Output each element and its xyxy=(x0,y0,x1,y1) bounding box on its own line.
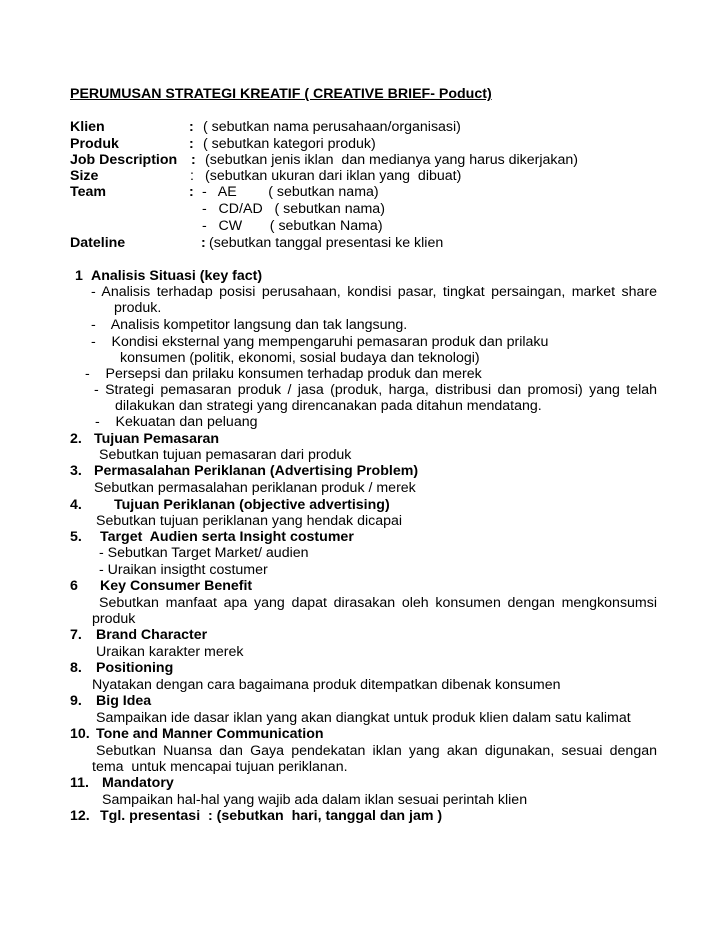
field-label-dateline: Dateline xyxy=(70,235,126,251)
field-value-job-description: (sebutkan jenis iklan dan medianya yang harus dikerjakan) xyxy=(205,152,579,168)
section-body: Nyatakan dengan cara bagaimana produk ditempatkan dibenak konsumen xyxy=(92,677,561,693)
team-member-ae: - AE ( sebutkan nama) xyxy=(202,184,379,200)
section-body: - Uraikan insigtht costumer xyxy=(99,562,268,578)
team-member-cd-ad: - CD/AD ( sebutkan nama) xyxy=(202,201,385,217)
list-item-continuation: produk. xyxy=(114,300,162,316)
field-sep: : xyxy=(191,152,196,168)
section-heading-tone-and-manner: Tone and Manner Communication xyxy=(96,726,324,742)
section-body: Sebutkan manfaat apa yang dapat dirasakan oleh konsumen dengan mengkonsumsi xyxy=(99,595,657,611)
section-number: 1 xyxy=(75,268,83,284)
section-number: 6 xyxy=(70,578,78,594)
section-body: Sebutkan tujuan pemasaran dari produk xyxy=(99,447,352,463)
field-sep: : xyxy=(201,235,206,251)
section-heading-tgl-presentasi: Tgl. presentasi : (sebutkan hari, tanggal dan jam ) xyxy=(100,808,443,824)
section-heading-mandatory: Mandatory xyxy=(102,775,174,791)
section-heading-brand-character: Brand Character xyxy=(96,627,208,643)
section-heading-permasalahan-periklanan: Permasalahan Periklanan (Advertising Problem) xyxy=(94,463,419,479)
list-item-continuation: dilakukan dan strategi yang direncanakan pada ditahun mendatang. xyxy=(115,398,542,414)
field-value-size: (sebutkan ukuran dari iklan yang dibuat) xyxy=(205,168,462,184)
field-value-klien: ( sebutkan nama perusahaan/organisasi) xyxy=(203,119,461,135)
field-sep: : xyxy=(189,184,194,200)
section-number: 10. xyxy=(70,726,90,742)
list-item: - Analisis kompetitor langsung dan tak langsung. xyxy=(91,317,408,333)
field-label-produk: Produk xyxy=(70,136,119,152)
section-heading-big-idea: Big Idea xyxy=(96,693,152,709)
section-heading-target-audien: Target Audien serta Insight costumer xyxy=(100,529,354,545)
field-sep: : xyxy=(190,168,194,184)
section-body: Uraikan karakter merek xyxy=(96,644,244,660)
field-sep: : xyxy=(189,136,194,152)
section-heading-analisis-situasi: Analisis Situasi (key fact) xyxy=(91,268,263,284)
field-sep: : xyxy=(189,119,194,135)
section-number: 5. xyxy=(70,529,82,545)
section-number: 9. xyxy=(70,693,82,709)
list-item: - Kondisi eksternal yang mempengaruhi pemasaran produk dan prilaku xyxy=(91,334,549,350)
field-label-team: Team xyxy=(70,184,107,200)
section-body: produk xyxy=(92,611,136,627)
team-member-cw: - CW ( sebutkan Nama) xyxy=(202,218,383,234)
field-value-dateline: (sebutkan tanggal presentasi ke klien xyxy=(209,235,444,251)
list-item: - Strategi pemasaran produk / jasa (produk, harga, distribusi dan promosi) yang telah xyxy=(94,382,657,398)
list-item: - Kekuatan dan peluang xyxy=(95,414,258,430)
section-heading-positioning: Positioning xyxy=(96,660,174,676)
section-heading-key-consumer-benefit: Key Consumer Benefit xyxy=(100,578,253,594)
field-value-produk: ( sebutkan kategori produk) xyxy=(203,136,376,152)
field-label-size: Size xyxy=(70,168,99,184)
field-label-job-description: Job Description xyxy=(70,152,178,168)
section-heading-tujuan-pemasaran: Tujuan Pemasaran xyxy=(94,431,220,447)
section-number: 7. xyxy=(70,627,82,643)
section-body: Sebutkan permasalahan periklanan produk / merek xyxy=(94,480,416,496)
field-label-klien: Klien xyxy=(70,119,105,135)
section-body: Sampaikan ide dasar iklan yang akan diangkat untuk produk klien dalam satu kalimat xyxy=(96,710,631,726)
section-number: 11. xyxy=(70,775,89,791)
page-title: PERUMUSAN STRATEGI KREATIF ( CREATIVE BRIEF- Poduct) xyxy=(70,86,492,102)
section-body: Sebutkan Nuansa dan Gaya pendekatan iklan yang akan digunakan, sesuai dengan xyxy=(96,743,657,759)
section-number: 8. xyxy=(70,660,82,676)
section-body: - Sebutkan Target Market/ audien xyxy=(99,545,309,561)
list-item-continuation: konsumen (politik, ekonomi, sosial budaya dan teknologi) xyxy=(120,350,480,366)
section-body: Sebutkan tujuan periklanan yang hendak dicapai xyxy=(96,513,403,529)
section-body: Sampaikan hal-hal yang wajib ada dalam iklan sesuai perintah klien xyxy=(102,792,528,808)
list-item: - Persepsi dan prilaku konsumen terhadap produk dan merek xyxy=(85,366,482,382)
section-number: 3. xyxy=(70,463,82,479)
section-heading-tujuan-periklanan: Tujuan Periklanan (objective advertising) xyxy=(114,497,390,513)
section-number: 2. xyxy=(70,431,82,447)
section-body: tema untuk mencapai tujuan periklanan. xyxy=(92,759,348,775)
section-number: 4. xyxy=(70,497,82,513)
list-item: - Analisis terhadap posisi perusahaan, kondisi pasar, tingkat persaingan, market share xyxy=(91,284,657,300)
section-number: 12. xyxy=(70,808,90,824)
